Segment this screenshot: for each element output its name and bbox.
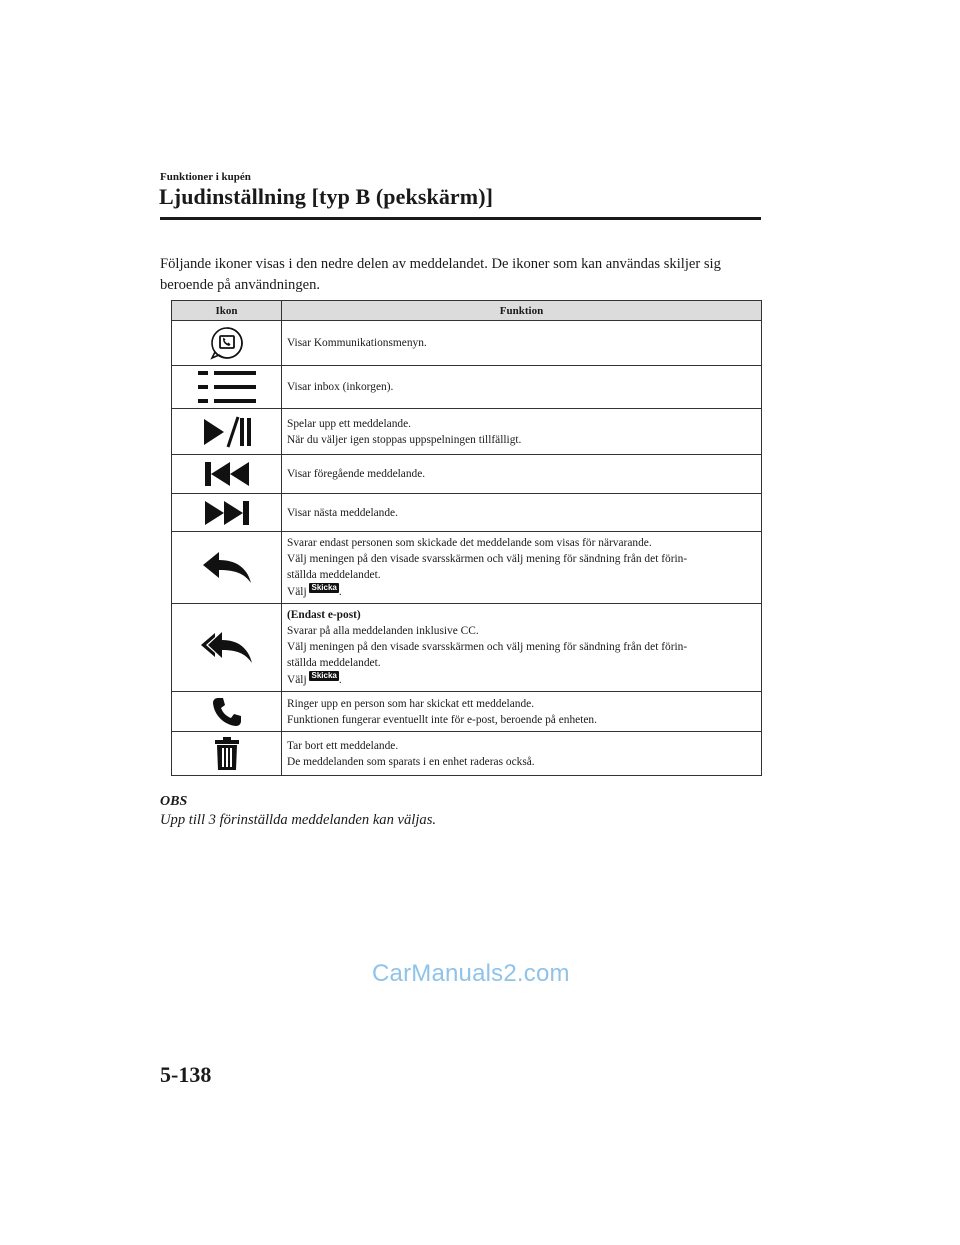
row-text-line: Svarar endast personen som skickade det meddelande som visas för närvarande. (287, 537, 652, 549)
communication-menu-icon (210, 326, 244, 360)
row-select-line (287, 671, 753, 688)
next-track-icon (204, 499, 250, 527)
table-row (172, 732, 762, 776)
note-text: Upp till 3 förinställda meddelanden kan väljas. (160, 812, 437, 828)
row-bold-line: (Endast e-post) (287, 609, 361, 621)
table-row (172, 409, 762, 455)
table-row (172, 604, 762, 692)
header-icon: Ikon (172, 301, 282, 321)
previous-track-icon (204, 460, 250, 488)
row-text-line: ställda meddelandet. (287, 657, 381, 669)
intro-paragraph: Följande ikoner visas i den nedre delen av meddelandet. De ikoner som kan användas skiljer sig beroende på användningen. (160, 256, 721, 293)
row-text-line: De meddelanden som sparats i en enhet raderas också. (287, 755, 535, 768)
inbox-list-icon (198, 370, 256, 404)
table-row (172, 455, 762, 494)
row-text-line: Funktionen fungerar eventuellt inte för e-post, beroende på enheten. (287, 713, 597, 726)
row-text-line: Visar Kommunikationsmenyn. (287, 337, 427, 349)
watermark-logo[interactable]: CarManuals2.com (372, 960, 570, 987)
row-text-line: Ringer upp en person som har skickat ett meddelande. (287, 697, 535, 710)
table-row (172, 321, 762, 366)
select-prefix: Välj (287, 674, 307, 686)
row-text-line: Svarar på alla meddelanden inklusive CC. (287, 625, 479, 637)
table-row (172, 692, 762, 732)
row-text-line: Tar bort ett meddelande. (287, 739, 399, 752)
reply-all-icon (200, 631, 254, 665)
row-text-line: Visar föregående meddelande. (287, 468, 426, 480)
select-suffix: . (338, 674, 342, 686)
section-label: Funktioner i kupén (160, 171, 251, 183)
title-rule (160, 217, 761, 220)
row-text-line: Spelar upp ett meddelande. (287, 417, 411, 430)
page-number: 5-138 (160, 1062, 212, 1087)
table-row (172, 532, 762, 604)
row-text-line: När du väljer igen stoppas uppspelningen tillfälligt. (287, 433, 522, 446)
row-text-line: Välj meningen på den visade svarsskärmen och välj mening för sändning från det förin- (287, 641, 688, 653)
row-text-line: Visar inbox (inkorgen). (287, 381, 394, 393)
phone-call-icon (212, 697, 242, 727)
send-button-label: Skicka (311, 583, 337, 592)
row-text-line: Visar nästa meddelande. (287, 506, 398, 519)
header-function: Funktion (282, 301, 762, 321)
trash-icon (214, 737, 240, 771)
select-prefix: Välj (287, 586, 307, 598)
row-text-line: ställda meddelandet. (287, 569, 381, 581)
table-header-row (172, 301, 762, 321)
play-pause-icon (202, 415, 252, 449)
table-row (172, 366, 762, 409)
note-title: OBS (160, 794, 188, 809)
row-select-line (287, 583, 753, 600)
select-suffix: . (338, 586, 342, 598)
table-row (172, 494, 762, 532)
row-text-line: Välj meningen på den visade svarsskärmen och välj mening för sändning från det förin- (287, 553, 688, 565)
reply-icon (201, 551, 253, 585)
send-button-label: Skicka (311, 671, 337, 680)
page-title: Ljudinställning [typ B (pekskärm)] (159, 184, 494, 209)
icon-function-table (171, 300, 762, 776)
